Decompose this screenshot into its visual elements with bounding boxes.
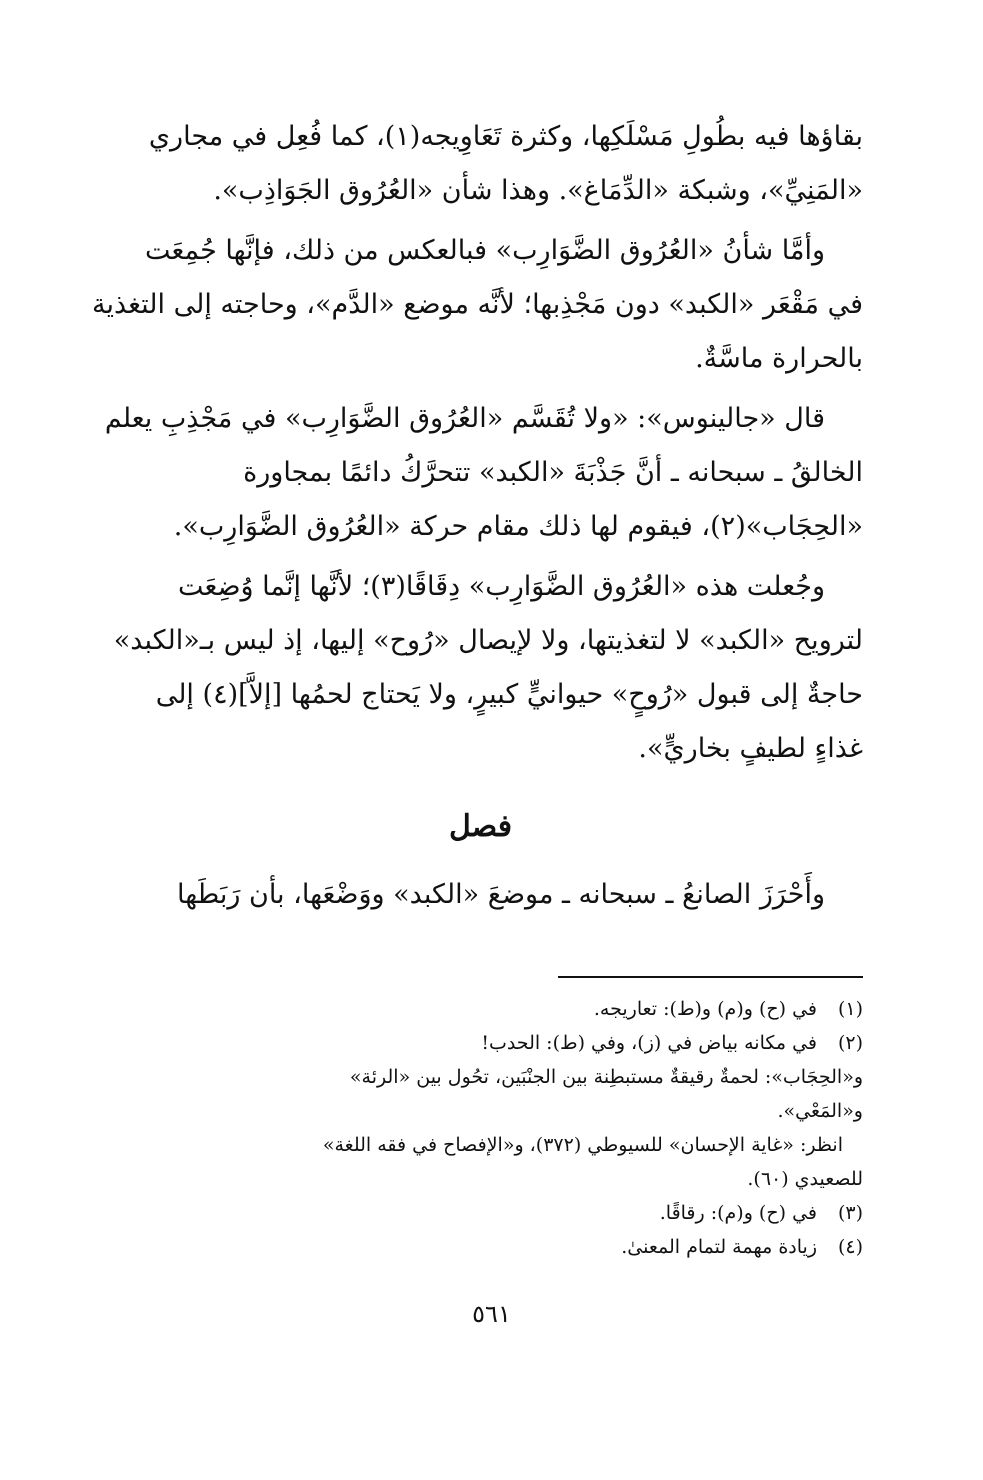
footnote-continuation: و«الحِجَاب»: لحمةٌ رقيقةٌ مستبطِنة بين الجنْبَين، تحُول بين «الرئة» xyxy=(349,1066,863,1088)
paragraph-2 xyxy=(91,224,863,386)
text-line: بالحرارة ماسَّةٌ. xyxy=(695,343,863,374)
paragraph-4 xyxy=(98,560,863,776)
text-line: الخالقُ ـ سبحانه ـ أنَّ جَذْبَةَ «الكبد» تتحرَّكُ دائمًا بمجاورة xyxy=(243,457,863,488)
section-heading: فصل xyxy=(448,809,513,844)
text-line: قال «جالينوس»: «ولا تُقَسَّم «العُرُوق الضَّوَارِب» في مَجْذِبِ يعلم xyxy=(104,403,825,434)
text-line: وأمَّا شأنُ «العُرُوق الضَّوَارِب» فبالعكس من ذلك، فإنَّها جُمِعَت xyxy=(144,235,825,266)
text-line: غذاءٍ لطيفٍ بخاريٍّ». xyxy=(638,733,863,764)
footnote-divider xyxy=(558,976,863,978)
text-line: وجُعلت هذه «العُرُوق الضَّوَارِب» دِقَاقًا(٣)؛ لأنَّها إنَّما وُضِعَت xyxy=(178,571,825,602)
footnote-number: (١) xyxy=(837,998,863,1020)
text-line: في مَقْعَر «الكبد» دون مَجْذِبها؛ لأنَّه موضع «الدَّم»، وحاجته إلى التغذية xyxy=(91,289,863,320)
footnote-text: زيادة مهمة لتمام المعنىٰ. xyxy=(621,1236,817,1258)
section-paragraph xyxy=(98,868,863,922)
footnote-text: في (ح) و(م) و(ط): تعاريجه. xyxy=(593,998,817,1020)
footnotes xyxy=(98,992,863,1264)
footnote-text: في (ح) و(م): رقاقًا. xyxy=(659,1202,817,1224)
footnote-continuation: و«المَعْي». xyxy=(777,1100,863,1122)
text-line: لترويح «الكبد» لا لتغذيتها، ولا لإيصال «رُوح» إليها، إذ ليس بـ«الكبد» xyxy=(113,625,863,656)
footnote-number: (٢) xyxy=(837,1032,863,1054)
footnote-text: في مكانه بياض في (ز)، وفي (ط): الحدب! xyxy=(481,1032,817,1054)
text-line: «المَنِيِّ»، وشبكة «الدِّمَاغ». وهذا شأن «العُرُوق الجَوَاذِب». xyxy=(213,175,863,206)
text-line: بقاؤها فيه بطُولِ مَسْلَكِها، وكثرة تَعَاوِيجه(١)، كما فُعِل في مجاري xyxy=(148,121,863,152)
footnote-number: (٤) xyxy=(837,1236,863,1258)
footnote-item xyxy=(98,1196,863,1230)
text-line: «الحِجَاب»(٢)، فيقوم لها ذلك مقام حركة «العُرُوق الضَّوَارِب». xyxy=(173,511,863,542)
footnote-continuation xyxy=(98,1128,863,1162)
text-line: وأَحْرَزَ الصانعُ ـ سبحانه ـ موضعَ «الكبد» ووَضْعَها، بأن رَبَطَها xyxy=(177,879,825,910)
page-number: ٥٦١ xyxy=(472,1300,511,1328)
footnote-item xyxy=(98,1026,863,1060)
footnote-continuation: للصعيدي (٦٠). xyxy=(747,1168,863,1190)
footnote-item xyxy=(98,992,863,1026)
paragraph-3 xyxy=(98,392,863,554)
text-line: حاجةٌ إلى قبول «رُوحٍ» حيوانيٍّ كبيرٍ، ولا يَحتاج لحمُها [إلاَّ](٤) إلى xyxy=(155,679,863,710)
footnote-number: (٣) xyxy=(837,1202,863,1224)
footnote-text: انظر: «غاية الإحسان» للسيوطي (٣٧٢)، و«الإفصاح في فقه اللغة» xyxy=(322,1134,843,1156)
paragraph-1 xyxy=(98,110,863,218)
footnote-item xyxy=(98,1230,863,1264)
